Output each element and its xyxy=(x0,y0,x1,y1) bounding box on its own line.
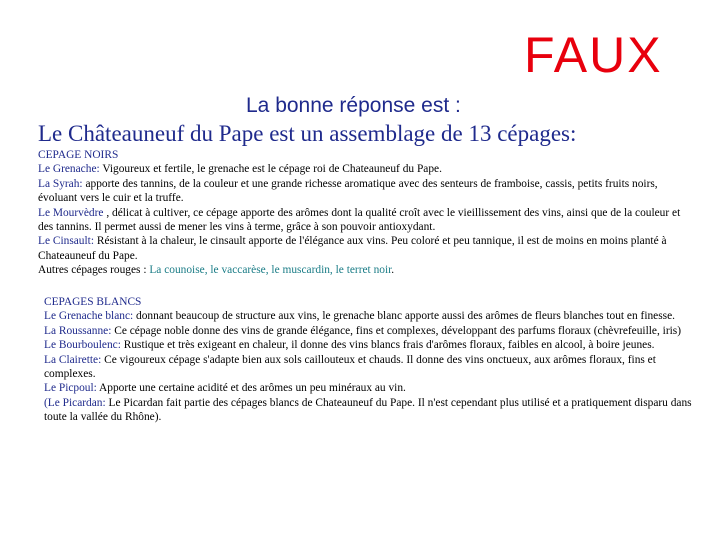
page-title: Le Châteauneuf du Pape est un assemblage de 13 cépages: xyxy=(38,121,577,146)
grape-name: Le Grenache blanc: xyxy=(44,310,134,323)
grape-name: Le Picpoul: xyxy=(44,382,97,395)
red-grapes-heading: CEPAGE NOIRS xyxy=(38,149,119,161)
other-red-grapes-label: Autres cépages rouges : xyxy=(38,264,150,277)
red-grapes-section xyxy=(38,148,698,278)
grape-item-cinsault xyxy=(38,234,698,263)
grape-name: Le Bourboulenc: xyxy=(44,339,121,352)
grape-item-clairette xyxy=(44,353,704,382)
grape-item-syrah xyxy=(38,177,698,206)
other-red-grapes-names: La counoise, le vaccarèse, le muscardin, le terret noir xyxy=(149,264,392,277)
grape-description: Rustique et très exigeant en chaleur, il donne des vins blancs frais d'arômes floraux, faibles en alcool, à boire jeunes. xyxy=(120,339,655,352)
white-grapes-section xyxy=(44,295,704,425)
grape-name: Le Mourvèdre xyxy=(38,206,104,219)
grape-description: donnant beaucoup de structure aux vins, le grenache blanc apporte aussi des arômes de fleurs blanches tout en finesse. xyxy=(133,310,676,323)
white-grapes-heading: CEPAGES BLANCS xyxy=(44,296,142,308)
grape-description: Ce cépage noble donne des vins de grande élégance, fins et complexes, développant des parfums floraux (chèvrefeuille, iris) xyxy=(111,324,682,337)
grape-name: Le Grenache: xyxy=(38,163,100,176)
grape-item-grenache-blanc xyxy=(44,309,704,323)
grape-item-roussanne xyxy=(44,324,704,338)
grape-name: (Le Picardan: xyxy=(44,396,106,409)
answer-intro: La bonne réponse est : xyxy=(246,94,461,117)
grape-item-grenache xyxy=(38,162,698,176)
grape-item-picardan xyxy=(44,396,704,425)
other-red-grapes-end: . xyxy=(391,264,395,277)
grape-name: Le Cinsault: xyxy=(38,235,94,248)
grape-name: La Syrah: xyxy=(38,177,83,190)
grape-description: Apporte une certaine acidité et des arômes un peu minéraux au vin. xyxy=(96,382,406,395)
grape-name: La Clairette: xyxy=(44,353,102,366)
grape-description: Vigoureux et fertile, le grenache est le cépage roi de Chateauneuf du Pape. xyxy=(99,163,442,176)
grape-item-mourvedre xyxy=(38,206,698,235)
grape-item-bourboulenc xyxy=(44,338,704,352)
grape-description: , délicat à cultiver, ce cépage apporte des arômes dont la qualité croît avec le vieillissement des vins, ainsi que de la couleur et des tannins. Il permet aussi de mener les vins à terme, grâce à son pouvoir antioxydant. xyxy=(38,206,681,234)
grape-description: apporte des tannins, de la couleur et une grande richesse aromatique avec des senteurs de framboise, cassis, petits fruits noirs, évoluant vers le cuir et la truffe. xyxy=(38,177,658,205)
other-red-grapes xyxy=(38,263,698,277)
grape-description: Ce vigoureux cépage s'adapte bien aux sols caillouteux et chauds. Il donne des vins onctueux, aux arômes floraux, fins et complexes. xyxy=(44,353,656,381)
grape-name: La Roussanne: xyxy=(44,324,112,337)
grape-description: Résistant à la chaleur, le cinsault apporte de l'élégance aux vins. Peu coloré et peu tannique, il est de moins en moins planté à Chateauneuf du Pape. xyxy=(38,235,667,262)
grape-item-picpoul xyxy=(44,381,704,395)
verdict-label: FAUX xyxy=(524,27,663,83)
grape-description: Le Picardan fait partie des cépages blancs de Chateauneuf du Pape. Il n'est cependant plus utilisé et a pratiquement disparu dans toute la vallée du Rhône). xyxy=(44,396,692,424)
